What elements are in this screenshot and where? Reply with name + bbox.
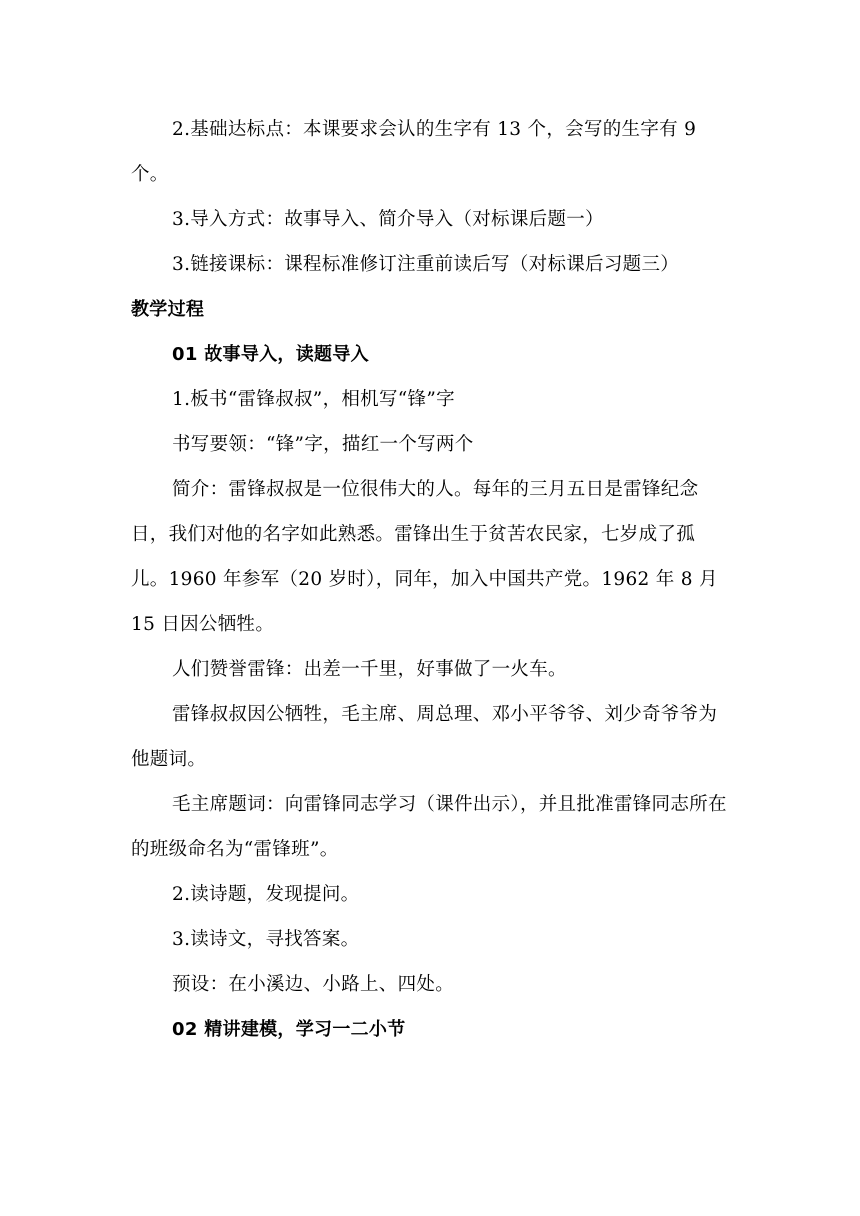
paragraph-leifeng-bio: 简介：雷锋叔叔是一位很伟大的人。每年的三月五日是雷锋纪念日，我们对他的名字如此熟悉。雷锋出生于贫苦农民家，七岁成了孤儿。1960 年参军（20 岁时），同年，加入中国共产党。1962 年 8 月 15 日因公牺牲。 xyxy=(131,479,718,635)
paragraph-writing-tips: 书写要领：“锋”字，描红一个写两个 xyxy=(172,434,474,455)
paragraph-board-writing: 1.板书“雷锋叔叔”，相机写“锋”字 xyxy=(172,389,455,410)
section-heading-teaching-process: 教学过程 xyxy=(131,299,205,320)
paragraph-intro-method: 3.导入方式：故事导入、简介导入（对标课后题一） xyxy=(172,209,604,230)
paragraph-read-title: 2.读诗题，发现提问。 xyxy=(172,884,360,905)
paragraph-mao-inscription: 毛主席题词：向雷锋同志学习（课件出示），并且批准雷锋同志所在的班级命名为“雷锋班”。 xyxy=(131,794,727,860)
subheading-story-intro: 01 故事导入，读题导入 xyxy=(172,344,369,365)
paragraph-inscriptions: 雷锋叔叔因公牺牲，毛主席、周总理、邓小平爷爷、刘少奇爷爷为他题词。 xyxy=(131,704,718,770)
subheading-detailed-lesson: 02 精讲建模，学习一二小节 xyxy=(172,1019,406,1040)
paragraph-read-poem: 3.读诗文，寻找答案。 xyxy=(172,929,360,950)
paragraph-preset-answer: 预设：在小溪边、小路上、四处。 xyxy=(172,974,455,995)
paragraph-basic-goals: 2.基础达标点：本课要求会认的生字有 13 个，会写的生字有 9 个。 xyxy=(131,119,697,185)
paragraph-praise: 人们赞誉雷锋：出差一千里，好事做了一火车。 xyxy=(172,659,567,680)
paragraph-curriculum-link: 3.链接课标：课程标准修订注重前读后写（对标课后习题三） xyxy=(172,254,680,275)
document-page xyxy=(131,107,731,1052)
